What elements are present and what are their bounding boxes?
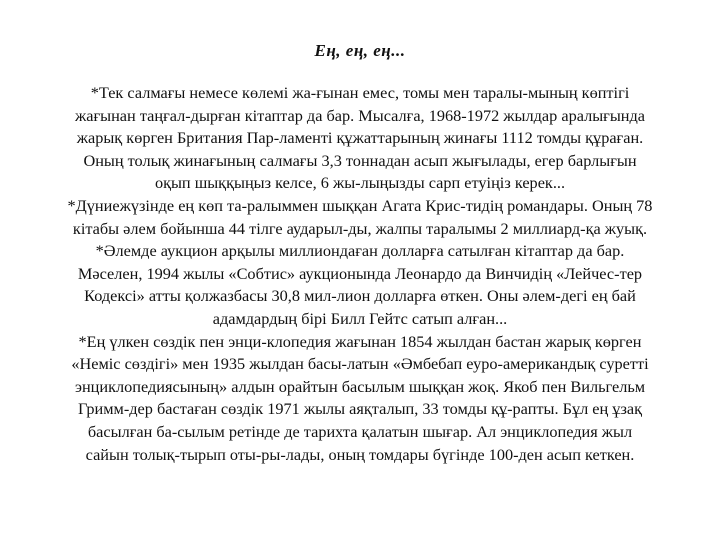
body-line: жарық көрген Британия Пар-ламенті құжаттарының жинағы 1112 томды құраған. [76, 128, 644, 148]
body-line: энциклопедиясының» алдын орайтын басылым шыққан жоқ. Якоб пен Вильгельм [74, 376, 646, 396]
body-line: «Неміс сөздігі» мен 1935 жылдан басы-латын «Әмбебап еуро-американдық суретті [71, 354, 649, 374]
body-line: Кодексі» атты қолжазбасы 30,8 мил-лион долларға өткен. Оны әлем-дегі ең бай [84, 286, 636, 306]
body-line: *Әлемде аукцион арқылы миллиондаған долларға сатылған кітаптар да бар. [95, 241, 625, 261]
body-line: *Дүниежүзінде ең көп та-ралыммен шыққан Агата Крис-тидің романдары. Оның 78 [67, 195, 653, 215]
body-line: *Тек салмағы немесе көлемі жа-ғынан емес, томы мен таралы-мының көптігі [90, 83, 630, 102]
body-line: оқып шыққыңыз келсе, 6 жы-лыңызды сарп етуіңіз керек... [154, 173, 566, 193]
body-line: адамдардың бірі Билл Гейтс сатып алған... [212, 308, 508, 328]
body-line: Мәселен, 1994 жылы «Собтис» аукционында Леонардо да Винчидің «Лейчес-тер [77, 263, 643, 283]
body-line: сайын толық-тырып оты-ры-лады, оның томдары бүгінде 100-ден асып кеткен. [85, 444, 635, 464]
body-line: кітабы әлем бойынша 44 тілге аударыл-ды, жалпы таралымы 2 миллиард-қа жуық. [72, 218, 648, 238]
body-line: *Ең үлкен сөздік пен энци-клопедия жағынан 1854 жылдан бастан жарық көрген [78, 331, 642, 351]
body-line: басылған ба-сылым ретінде де тарихта қалатын шығар. Ал энциклопедия жыл [87, 421, 633, 441]
body-line: жағынан таңғал-дырған кітаптар да бар. Мысалға, 1968-1972 жылдар аралығында [75, 105, 645, 125]
body-line: Гримм-дер бастаған сөздік 1971 жылы аяқталып, 33 томды құ-рапты. Бұл ең ұзақ [77, 399, 643, 419]
slide-title: Ең, ең, ең... [314, 41, 406, 60]
body-line: Оның толық жинағының салмағы 3,3 тоннадан асып жығылады, егер барлығын [83, 150, 637, 170]
slide-body [22, 82, 698, 466]
